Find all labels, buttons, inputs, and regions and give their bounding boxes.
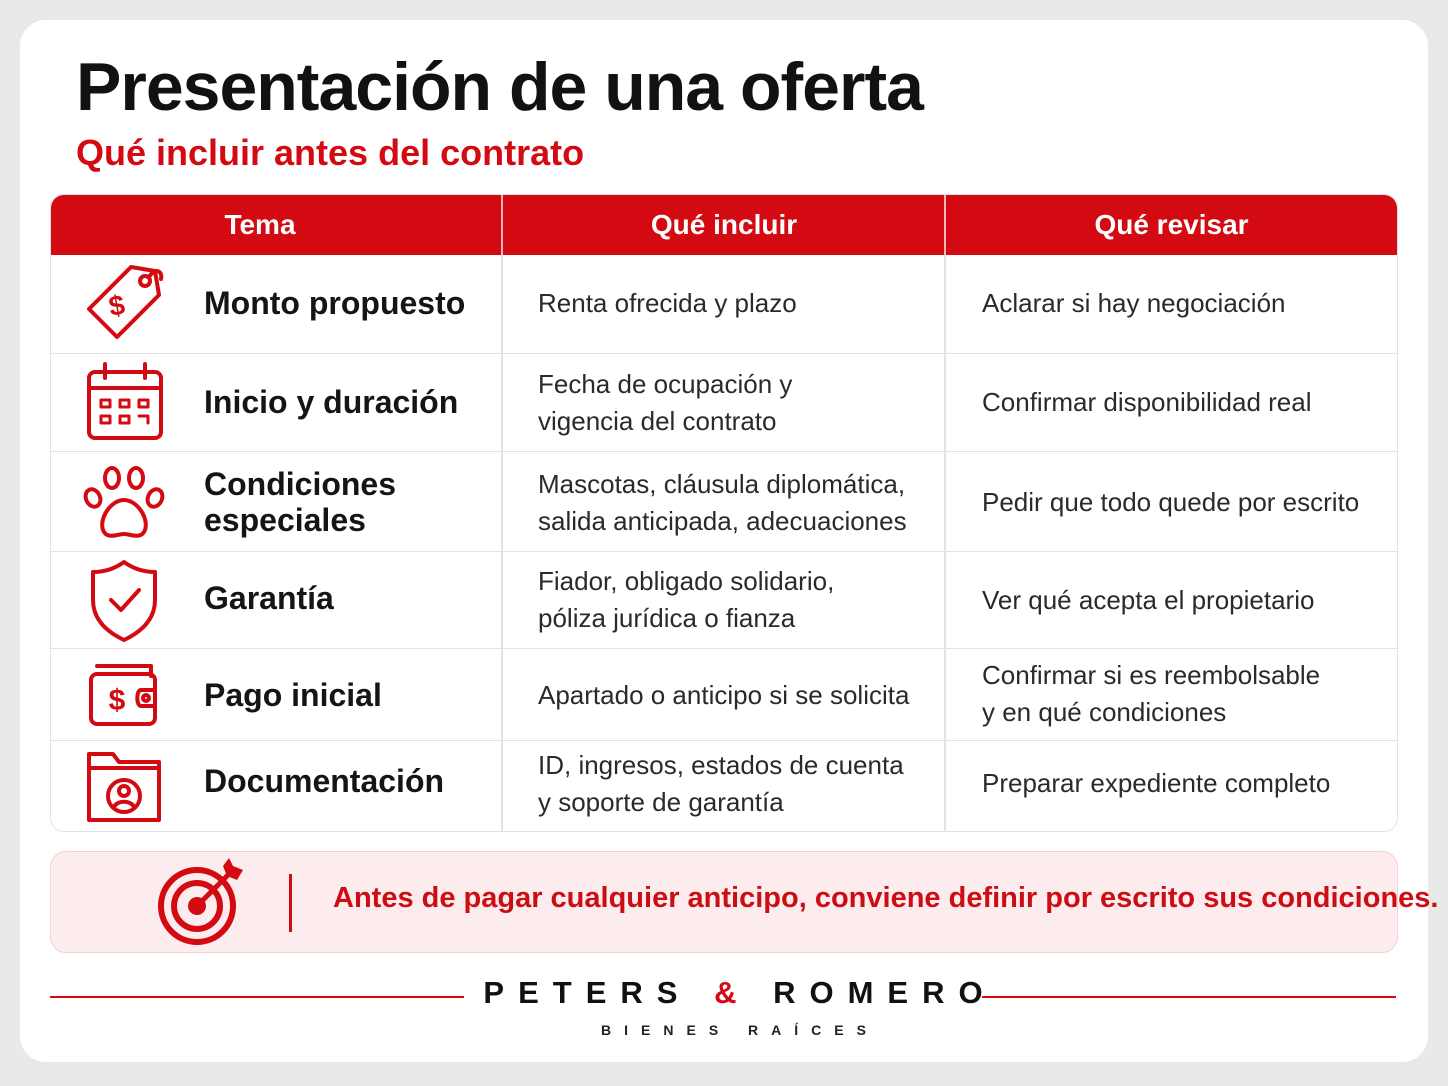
incluir-cell: [538, 466, 938, 540]
incluir-line: y soporte de garantía: [538, 787, 784, 817]
incluir-line: ID, ingresos, estados de cuenta: [538, 750, 904, 780]
incluir-line: póliza jurídica o fianza: [538, 603, 796, 633]
incluir-cell: [538, 747, 938, 821]
header-divider: [944, 195, 946, 255]
paw-icon: [81, 460, 167, 546]
revisar-cell: [982, 384, 1382, 421]
brand-name-left: PETERS: [483, 975, 692, 1010]
folder-user-icon: [81, 744, 167, 830]
header-divider: [501, 195, 503, 255]
brand-logo: [480, 975, 1000, 1011]
table-header: [51, 195, 1397, 255]
revisar-line: Confirmar si es reembolsable: [982, 660, 1321, 690]
revisar-cell: [982, 285, 1382, 322]
incluir-line: Apartado o anticipo si se solicita: [538, 680, 910, 710]
tip-banner: [50, 851, 1439, 953]
brand-ampersand: &: [714, 975, 751, 1010]
page-subtitle: Qué incluir antes del contrato: [76, 132, 585, 173]
incluir-line: vigencia del contrato: [538, 406, 777, 436]
target-icon: [155, 856, 247, 948]
shield-check-icon: [81, 558, 167, 644]
incluir-cell: [538, 563, 938, 637]
svg-text:$: $: [106, 288, 128, 323]
revisar-cell: [982, 765, 1382, 802]
tema-label: Pago inicial: [204, 677, 382, 713]
tema-label: Garantía: [204, 580, 334, 616]
incluir-line: Fiador, obligado solidario,: [538, 566, 835, 596]
tema-label: Monto propuesto: [204, 285, 466, 321]
incluir-cell: [538, 366, 938, 440]
revisar-cell: [982, 484, 1382, 521]
price-tag-icon: [81, 261, 167, 347]
table-row: [51, 648, 1397, 741]
revisar-cell: [982, 582, 1382, 619]
footer-rule-left: [50, 996, 464, 998]
revisar-line: y en qué condiciones: [982, 697, 1227, 727]
table-row: [51, 451, 1397, 552]
brand-tagline: BIENES RAÍCES: [601, 1022, 879, 1038]
tema-label: Inicio y duración: [204, 384, 459, 420]
tip-text: Antes de pagar cualquier anticipo, conviene definir por escrito sus condiciones.: [333, 882, 1439, 914]
incluir-cell: [538, 677, 938, 714]
incluir-cell: [538, 285, 938, 322]
tema-label: Documentación: [204, 763, 445, 799]
table-row: [51, 740, 1397, 832]
page-title: Presentación de una oferta: [76, 49, 923, 125]
footer-rule-right: [982, 996, 1396, 998]
revisar-cell: [982, 657, 1382, 731]
table-row: [51, 551, 1397, 649]
offer-table: [50, 194, 1398, 832]
revisar-line: Confirmar disponibilidad real: [982, 387, 1312, 417]
column-header-tema: Tema: [224, 209, 296, 240]
revisar-line: Preparar expediente completo: [982, 768, 1331, 798]
brand-name-right: ROMERO: [773, 975, 997, 1010]
table-row: [51, 255, 1397, 353]
incluir-line: Renta ofrecida y plazo: [538, 288, 797, 318]
infographic-card: [20, 20, 1439, 1062]
svg-text:$: $: [108, 684, 126, 717]
revisar-line: Aclarar si hay negociación: [982, 288, 1286, 318]
incluir-line: Mascotas, cláusula diplomática,: [538, 469, 906, 499]
revisar-line: Pedir que todo quede por escrito: [982, 487, 1360, 517]
table-row: [51, 353, 1397, 452]
calendar-icon: [81, 360, 167, 446]
revisar-line: Ver qué acepta el propietario: [982, 585, 1315, 615]
incluir-line: Fecha de ocupación y: [538, 369, 793, 399]
wallet-dollar-icon: [81, 652, 167, 738]
incluir-line: salida anticipada, adecuaciones: [538, 506, 907, 536]
column-header-revisar: Qué revisar: [1094, 209, 1249, 240]
tip-divider: [289, 874, 292, 932]
tema-label: Condiciones especiales: [204, 466, 397, 538]
column-header-incluir: Qué incluir: [650, 209, 798, 240]
